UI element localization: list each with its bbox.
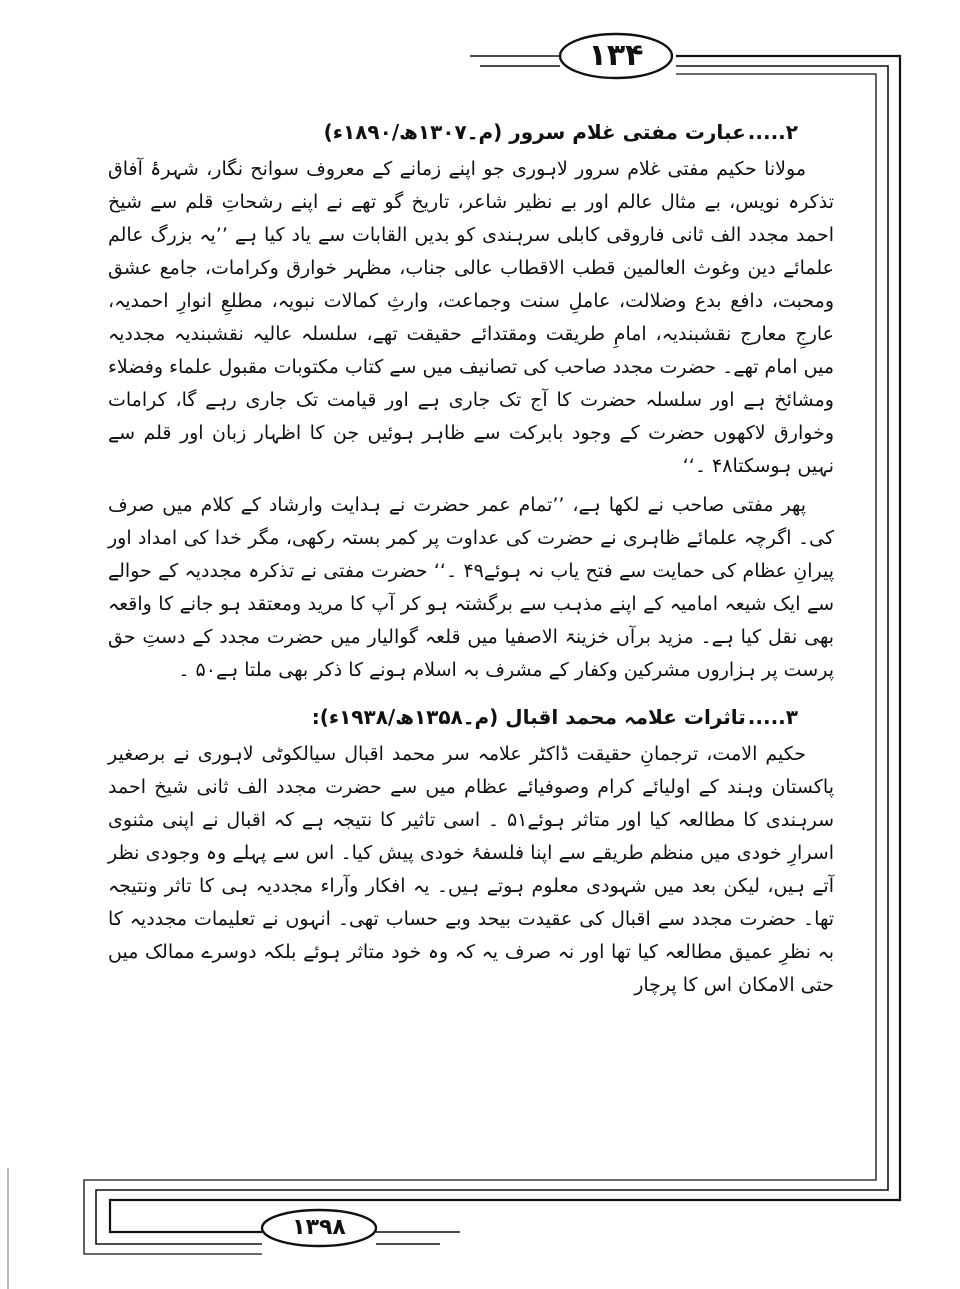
section-2-number: ۲.....: [747, 120, 798, 144]
top-left-frame-stub: [470, 56, 560, 66]
bottom-page-number: ۱۳۹۸: [292, 1215, 346, 1240]
section-2-paragraph-1: مولانا حکیم مفتی غلام سرور لاہوری جو اپنے زمانے کے معروف سوانح نگار، شہرۂ آفاق تذکرہ نویس، بے مثال عالم اور بے نظیر شاعر، تاریخ گو تھے نے اپنے رشحاتِ قلم سے شیخ احمد مجدد الف ثانی فاروقی کابلی سرہندی کو بدیں القابات سے یاد کیا ہے ’’یہ بزرگ عالم علمائے دین وغوث العالمین قطب الاقطاب عالی جناب، مظہر خوارق وکرامات، جامع عشق ومحبت، دافع بدع وضلالت، عاملِ سنت وجماعت، وارثِ کمالات نبویہ، مطلعِ انوارِ احمدیہ، عارجِ معارج نقشبندیہ، امامِ طریقت ومقتدائے حقیقت تھے، سلسلہ عالیہ نقشبندیہ مجددیہ میں امام تھے۔ حضرت مجدد صاحب کی تصانیف میں سے کتاب مکتوبات مقبول علماء وفضلاء ومشائخ ہے اور سلسلہ حضرت کا آج تک جاری ہے اور قیامت تک جاری رہے گا، کرامات وخوارق لاکھوں حضرت کے وجود بابرکت سے ظاہر ہوئیں جن کا اظہار زبان اور قلم سے نہیں ہوسکتا۴۸ ۔‘‘: [108, 158, 834, 477]
bottom-right-frame-stub: [376, 1232, 460, 1244]
top-page-number: ۱۳۴: [588, 38, 644, 73]
main-text-body: [108, 108, 834, 1196]
section-3-paragraph-1: حکیم الامت، ترجمانِ حقیقت ڈاکٹر علامہ سر محمد اقبال سیالکوٹی لاہوری نے برصغیر پاکستان وہند کے اولیائے کرام وصوفیائے عظام میں سے حضرت مجدد الف ثانی شیخ احمد سرہندی کا مطالعہ کیا اور متاثر ہوئے۵۱ ۔ اسی تاثیر کا نتیجہ ہے کہ اقبال نے اپنی مثنوی اسرارِ خودی میں منظم طریقے سے اپنا فلسفۂ خودی پیش کیا۔ اس سے پہلے وہ وجودی نظر آتے ہیں، لیکن بعد میں شہودی معلوم ہوتے ہیں۔ یہ افکار وآراء مجددیہ ہی کا تاثر ونتیجہ تھا۔ حضرت مجدد سے اقبال کی عقیدت بیحد وبے حساب تھی۔ انہوں نے تعلیمات مجددیہ کا بہ نظرِ عمیق مطالعہ کیا تھا اور نہ صرف یہ کہ وہ خود متاثر ہوئے بلکہ دوسرے ممالک میں حتی الامکان اس کا پرچار: [108, 743, 834, 996]
section-2-title: عبارت مفتی غلام سرور (م۔۱۳۰۷ھ/۱۸۹۰ء): [323, 120, 746, 144]
section-2-heading: [108, 116, 834, 149]
section-3-heading: [108, 701, 834, 734]
section-2-paragraph-2: پھر مفتی صاحب نے لکھا ہے، ’’تمام عمر حضرت نے ہدایت وارشاد کے کلام میں صرف کی۔ اگرچہ علمائے ظاہری نے حضرت کی عداوت پر کمر بستہ رکھی، مگر خدا کی امداد اور پیرانِ عظام کی حمایت سے فتح یاب نہ ہوئے۴۹ ۔‘‘ حضرت مفتی نے تذکرہ مجددیہ کے حوالے سے ایک شیعہ امامیہ کے اپنے مذہب سے برگشتہ ہو کر آپ کا مرید ومعتقد ہو جانے کا واقعہ بھی نقل کیا ہے۔ مزید برآں خزینۃ الاصفیا میں قلعہ گوالیار میں حضرت مجدد کے دستِ حق پرست پر ہزاروں مشرکین وکفار کے مشرف بہ اسلام ہونے کا ذکر بھی ملتا ہے۵۰ ۔: [108, 494, 834, 681]
section-3-number: ۳.....: [747, 705, 798, 729]
section-3-title: تاثرات علامہ محمد اقبال (م۔۱۳۵۸ھ/۱۹۳۸ء):: [311, 705, 746, 729]
